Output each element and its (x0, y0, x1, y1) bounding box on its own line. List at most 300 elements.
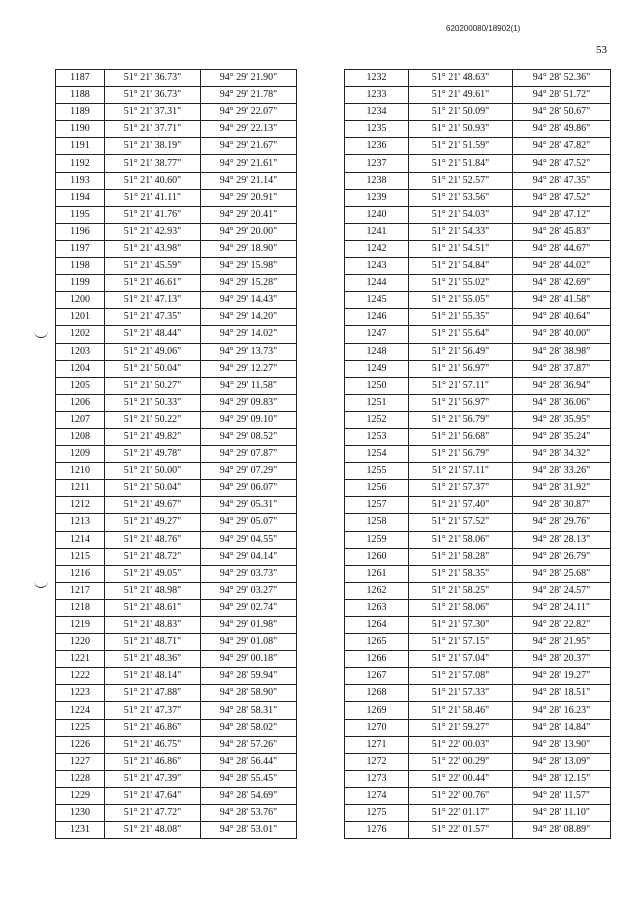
longitude-cell: 94° 29' 21.61" (201, 155, 297, 172)
longitude-cell: 94° 28' 47.82" (513, 138, 611, 155)
longitude-cell: 94° 28' 40.64" (513, 309, 611, 326)
latitude-cell: 51° 21' 58.28" (409, 548, 513, 565)
latitude-cell: 51° 21' 36.73" (105, 70, 201, 87)
longitude-cell: 94° 28' 54.69" (201, 787, 297, 804)
point-number-cell: 1231 (56, 822, 105, 839)
table-row (345, 514, 611, 531)
point-number-cell: 1202 (56, 326, 105, 343)
latitude-cell: 51° 21' 37.71" (105, 121, 201, 138)
longitude-cell: 94° 29' 07.87" (201, 446, 297, 463)
longitude-cell: 94° 28' 16.23" (513, 702, 611, 719)
point-number-cell: 1222 (56, 668, 105, 685)
table-row (56, 411, 297, 428)
point-number-cell: 1253 (345, 428, 409, 445)
latitude-cell: 51° 21' 57.30" (409, 617, 513, 634)
longitude-cell: 94° 29' 00.18" (201, 651, 297, 668)
longitude-cell: 94° 28' 11.57" (513, 787, 611, 804)
longitude-cell: 94° 28' 58.31" (201, 702, 297, 719)
longitude-cell: 94° 28' 25.68" (513, 565, 611, 582)
table-row (345, 787, 611, 804)
point-number-cell: 1195 (56, 206, 105, 223)
coordinates-table-left (55, 69, 297, 839)
point-number-cell: 1203 (56, 343, 105, 360)
point-number-cell: 1188 (56, 87, 105, 104)
longitude-cell: 94° 28' 59.94" (201, 668, 297, 685)
latitude-cell: 51° 21' 49.05" (105, 565, 201, 582)
table-row (345, 497, 611, 514)
table-row (56, 155, 297, 172)
table-row (56, 121, 297, 138)
point-number-cell: 1215 (56, 548, 105, 565)
latitude-cell: 51° 21' 38.77" (105, 155, 201, 172)
latitude-cell: 51° 21' 56.97" (409, 360, 513, 377)
latitude-cell: 51° 21' 47.72" (105, 805, 201, 822)
point-number-cell: 1246 (345, 309, 409, 326)
table-row (56, 343, 297, 360)
point-number-cell: 1220 (56, 634, 105, 651)
latitude-cell: 51° 21' 57.37" (409, 480, 513, 497)
latitude-cell: 51° 21' 54.33" (409, 223, 513, 240)
point-number-cell: 1276 (345, 822, 409, 839)
point-number-cell: 1218 (56, 599, 105, 616)
point-number-cell: 1226 (56, 736, 105, 753)
longitude-cell: 94° 29' 14.02" (201, 326, 297, 343)
latitude-cell: 51° 21' 48.36" (105, 651, 201, 668)
longitude-cell: 94° 28' 33.26" (513, 463, 611, 480)
latitude-cell: 51° 21' 49.61" (409, 87, 513, 104)
latitude-cell: 51° 22' 00.03" (409, 736, 513, 753)
point-number-cell: 1274 (345, 787, 409, 804)
point-number-cell: 1255 (345, 463, 409, 480)
page-number: 53 (596, 44, 607, 56)
point-number-cell: 1263 (345, 599, 409, 616)
table-row (56, 172, 297, 189)
longitude-cell: 94° 29' 15.98" (201, 258, 297, 275)
point-number-cell: 1266 (345, 651, 409, 668)
latitude-cell: 51° 21' 58.46" (409, 702, 513, 719)
table-row (345, 719, 611, 736)
point-number-cell: 1272 (345, 753, 409, 770)
point-number-cell: 1249 (345, 360, 409, 377)
table-row (56, 87, 297, 104)
table-row (56, 753, 297, 770)
point-number-cell: 1244 (345, 275, 409, 292)
point-number-cell: 1205 (56, 377, 105, 394)
table-row (345, 463, 611, 480)
longitude-cell: 94° 28' 58.02" (201, 719, 297, 736)
latitude-cell: 51° 21' 57.04" (409, 651, 513, 668)
longitude-cell: 94° 28' 14.84" (513, 719, 611, 736)
table-row (345, 805, 611, 822)
table-row (56, 258, 297, 275)
table-row (56, 309, 297, 326)
point-number-cell: 1197 (56, 240, 105, 257)
latitude-cell: 51° 21' 41.76" (105, 206, 201, 223)
longitude-cell: 94° 29' 18.90" (201, 240, 297, 257)
table-row (345, 309, 611, 326)
longitude-cell: 94° 29' 20.91" (201, 189, 297, 206)
table-row (56, 223, 297, 240)
table-row (56, 565, 297, 582)
latitude-cell: 51° 21' 49.82" (105, 428, 201, 445)
point-number-cell: 1208 (56, 428, 105, 445)
table-row (345, 360, 611, 377)
longitude-cell: 94° 29' 02.74" (201, 599, 297, 616)
point-number-cell: 1230 (56, 805, 105, 822)
point-number-cell: 1233 (345, 87, 409, 104)
point-number-cell: 1267 (345, 668, 409, 685)
longitude-cell: 94° 29' 07.29" (201, 463, 297, 480)
longitude-cell: 94° 29' 22.13" (201, 121, 297, 138)
longitude-cell: 94° 28' 28.13" (513, 531, 611, 548)
longitude-cell: 94° 29' 15.28" (201, 275, 297, 292)
latitude-cell: 51° 21' 47.64" (105, 787, 201, 804)
latitude-cell: 51° 21' 49.78" (105, 446, 201, 463)
table-row (345, 377, 611, 394)
latitude-cell: 51° 21' 55.64" (409, 326, 513, 343)
longitude-cell: 94° 28' 50.67" (513, 104, 611, 121)
table-row (56, 719, 297, 736)
latitude-cell: 51° 21' 49.67" (105, 497, 201, 514)
longitude-cell: 94° 28' 08.89" (513, 822, 611, 839)
latitude-cell: 51° 21' 46.86" (105, 753, 201, 770)
longitude-cell: 94° 28' 47.52" (513, 155, 611, 172)
point-number-cell: 1199 (56, 275, 105, 292)
latitude-cell: 51° 21' 47.13" (105, 292, 201, 309)
point-number-cell: 1268 (345, 685, 409, 702)
point-number-cell: 1200 (56, 292, 105, 309)
table-row (345, 411, 611, 428)
table-row (345, 70, 611, 87)
table-row (56, 668, 297, 685)
longitude-cell: 94° 28' 12.15" (513, 770, 611, 787)
point-number-cell: 1256 (345, 480, 409, 497)
longitude-cell: 94° 28' 26.79" (513, 548, 611, 565)
point-number-cell: 1216 (56, 565, 105, 582)
latitude-cell: 51° 21' 47.88" (105, 685, 201, 702)
point-number-cell: 1204 (56, 360, 105, 377)
margin-mark-upper (34, 330, 48, 338)
latitude-cell: 51° 21' 57.11" (409, 377, 513, 394)
coordinates-table-right (344, 69, 611, 839)
point-number-cell: 1261 (345, 565, 409, 582)
longitude-cell: 94° 29' 20.00" (201, 223, 297, 240)
table-row (56, 599, 297, 616)
table-row (345, 617, 611, 634)
latitude-cell: 51° 21' 38.19" (105, 138, 201, 155)
point-number-cell: 1259 (345, 531, 409, 548)
latitude-cell: 51° 21' 57.15" (409, 634, 513, 651)
longitude-cell: 94° 29' 09.10" (201, 411, 297, 428)
latitude-cell: 51° 21' 55.35" (409, 309, 513, 326)
latitude-cell: 51° 21' 58.35" (409, 565, 513, 582)
table-row (345, 565, 611, 582)
longitude-cell: 94° 29' 03.27" (201, 582, 297, 599)
latitude-cell: 51° 21' 47.39" (105, 770, 201, 787)
table-row (345, 548, 611, 565)
table-row (345, 599, 611, 616)
point-number-cell: 1270 (345, 719, 409, 736)
longitude-cell: 94° 29' 13.73" (201, 343, 297, 360)
table-row (345, 651, 611, 668)
table-row (56, 480, 297, 497)
table-row (56, 617, 297, 634)
latitude-cell: 51° 21' 48.76" (105, 531, 201, 548)
latitude-cell: 51° 21' 42.93" (105, 223, 201, 240)
point-number-cell: 1262 (345, 582, 409, 599)
latitude-cell: 51° 21' 49.06" (105, 343, 201, 360)
table-row (56, 531, 297, 548)
point-number-cell: 1269 (345, 702, 409, 719)
table-row (345, 668, 611, 685)
latitude-cell: 51° 21' 48.14" (105, 668, 201, 685)
latitude-cell: 51° 21' 56.79" (409, 411, 513, 428)
point-number-cell: 1196 (56, 223, 105, 240)
longitude-cell: 94° 28' 13.90" (513, 736, 611, 753)
longitude-cell: 94° 28' 57.26" (201, 736, 297, 753)
latitude-cell: 51° 21' 37.31" (105, 104, 201, 121)
latitude-cell: 51° 21' 48.63" (409, 70, 513, 87)
longitude-cell: 94° 28' 21.95" (513, 634, 611, 651)
table-row (56, 702, 297, 719)
table-row (345, 428, 611, 445)
longitude-cell: 94° 28' 44.67" (513, 240, 611, 257)
table-row (56, 189, 297, 206)
point-number-cell: 1213 (56, 514, 105, 531)
table-row (345, 326, 611, 343)
table-row (345, 87, 611, 104)
point-number-cell: 1264 (345, 617, 409, 634)
table-row (345, 189, 611, 206)
longitude-cell: 94° 28' 31.92" (513, 480, 611, 497)
longitude-cell: 94° 28' 22.82" (513, 617, 611, 634)
latitude-cell: 51° 22' 00.29" (409, 753, 513, 770)
point-number-cell: 1273 (345, 770, 409, 787)
longitude-cell: 94° 29' 05.07" (201, 514, 297, 531)
point-number-cell: 1251 (345, 394, 409, 411)
latitude-cell: 51° 21' 36.73" (105, 87, 201, 104)
point-number-cell: 1257 (345, 497, 409, 514)
latitude-cell: 51° 21' 51.84" (409, 155, 513, 172)
longitude-cell: 94° 29' 22.07" (201, 104, 297, 121)
longitude-cell: 94° 29' 21.90" (201, 70, 297, 87)
latitude-cell: 51° 21' 58.06" (409, 599, 513, 616)
latitude-cell: 51° 21' 48.71" (105, 634, 201, 651)
longitude-cell: 94° 29' 04.14" (201, 548, 297, 565)
point-number-cell: 1265 (345, 634, 409, 651)
latitude-cell: 51° 21' 45.59" (105, 258, 201, 275)
latitude-cell: 51° 21' 51.59" (409, 138, 513, 155)
latitude-cell: 51° 21' 50.00" (105, 463, 201, 480)
point-number-cell: 1247 (345, 326, 409, 343)
table-row (345, 343, 611, 360)
point-number-cell: 1248 (345, 343, 409, 360)
latitude-cell: 51° 21' 52.57" (409, 172, 513, 189)
latitude-cell: 51° 21' 48.44" (105, 326, 201, 343)
latitude-cell: 51° 21' 50.27" (105, 377, 201, 394)
longitude-cell: 94° 28' 19.27" (513, 668, 611, 685)
longitude-cell: 94° 28' 47.52" (513, 189, 611, 206)
point-number-cell: 1258 (345, 514, 409, 531)
longitude-cell: 94° 28' 37.87" (513, 360, 611, 377)
longitude-cell: 94° 28' 36.06" (513, 394, 611, 411)
latitude-cell: 51° 21' 53.56" (409, 189, 513, 206)
point-number-cell: 1271 (345, 736, 409, 753)
point-number-cell: 1212 (56, 497, 105, 514)
table-row (345, 736, 611, 753)
margin-mark-lower (34, 580, 48, 588)
latitude-cell: 51° 21' 50.04" (105, 360, 201, 377)
table-row (345, 685, 611, 702)
table-row (56, 805, 297, 822)
point-number-cell: 1225 (56, 719, 105, 736)
table-row (56, 326, 297, 343)
latitude-cell: 51° 21' 50.93" (409, 121, 513, 138)
latitude-cell: 51° 21' 57.33" (409, 685, 513, 702)
longitude-cell: 94° 28' 30.87" (513, 497, 611, 514)
latitude-cell: 51° 21' 48.08" (105, 822, 201, 839)
latitude-cell: 51° 21' 48.72" (105, 548, 201, 565)
table-row (56, 240, 297, 257)
point-number-cell: 1189 (56, 104, 105, 121)
table-row (56, 394, 297, 411)
point-number-cell: 1243 (345, 258, 409, 275)
longitude-cell: 94° 28' 38.98" (513, 343, 611, 360)
table-row (56, 822, 297, 839)
table-row (56, 548, 297, 565)
point-number-cell: 1221 (56, 651, 105, 668)
document-id: 620200080/18902(1) (446, 24, 521, 33)
point-number-cell: 1190 (56, 121, 105, 138)
longitude-cell: 94° 28' 36.94" (513, 377, 611, 394)
table-row (345, 240, 611, 257)
latitude-cell: 51° 21' 54.51" (409, 240, 513, 257)
latitude-cell: 51° 21' 50.33" (105, 394, 201, 411)
table-row (345, 104, 611, 121)
latitude-cell: 51° 22' 01.57" (409, 822, 513, 839)
point-number-cell: 1210 (56, 463, 105, 480)
point-number-cell: 1192 (56, 155, 105, 172)
longitude-cell: 94° 28' 44.02" (513, 258, 611, 275)
latitude-cell: 51° 21' 55.02" (409, 275, 513, 292)
longitude-cell: 94° 29' 21.78" (201, 87, 297, 104)
table-row (345, 275, 611, 292)
point-number-cell: 1207 (56, 411, 105, 428)
table-row (56, 685, 297, 702)
point-number-cell: 1193 (56, 172, 105, 189)
point-number-cell: 1201 (56, 309, 105, 326)
longitude-cell: 94° 28' 40.00" (513, 326, 611, 343)
latitude-cell: 51° 21' 46.75" (105, 736, 201, 753)
longitude-cell: 94° 29' 11.58" (201, 377, 297, 394)
table-row (345, 223, 611, 240)
latitude-cell: 51° 21' 50.09" (409, 104, 513, 121)
point-number-cell: 1236 (345, 138, 409, 155)
point-number-cell: 1252 (345, 411, 409, 428)
point-number-cell: 1224 (56, 702, 105, 719)
longitude-cell: 94° 28' 53.76" (201, 805, 297, 822)
latitude-cell: 51° 21' 58.25" (409, 582, 513, 599)
point-number-cell: 1241 (345, 223, 409, 240)
longitude-cell: 94° 28' 52.36" (513, 70, 611, 87)
point-number-cell: 1232 (345, 70, 409, 87)
longitude-cell: 94° 28' 20.37" (513, 651, 611, 668)
table-row (56, 497, 297, 514)
point-number-cell: 1219 (56, 617, 105, 634)
table-row (345, 634, 611, 651)
table-row (56, 651, 297, 668)
longitude-cell: 94° 29' 08.52" (201, 428, 297, 445)
longitude-cell: 94° 29' 03.73" (201, 565, 297, 582)
table-row (56, 514, 297, 531)
latitude-cell: 51° 21' 47.35" (105, 309, 201, 326)
longitude-cell: 94° 29' 14.43" (201, 292, 297, 309)
latitude-cell: 51° 22' 00.44" (409, 770, 513, 787)
point-number-cell: 1254 (345, 446, 409, 463)
table-row (345, 531, 611, 548)
table-row (56, 275, 297, 292)
longitude-cell: 94° 28' 24.57" (513, 582, 611, 599)
table-row (345, 822, 611, 839)
latitude-cell: 51° 21' 48.83" (105, 617, 201, 634)
longitude-cell: 94° 28' 58.90" (201, 685, 297, 702)
table-row (56, 634, 297, 651)
longitude-cell: 94° 28' 18.51" (513, 685, 611, 702)
point-number-cell: 1227 (56, 753, 105, 770)
latitude-cell: 51° 21' 43.98" (105, 240, 201, 257)
longitude-cell: 94° 29' 14.20" (201, 309, 297, 326)
point-number-cell: 1240 (345, 206, 409, 223)
point-number-cell: 1275 (345, 805, 409, 822)
point-number-cell: 1191 (56, 138, 105, 155)
latitude-cell: 51° 21' 58.06" (409, 531, 513, 548)
longitude-cell: 94° 28' 47.35" (513, 172, 611, 189)
point-number-cell: 1237 (345, 155, 409, 172)
latitude-cell: 51° 21' 49.27" (105, 514, 201, 531)
point-number-cell: 1228 (56, 770, 105, 787)
latitude-cell: 51° 22' 01.17" (409, 805, 513, 822)
table-row (56, 206, 297, 223)
longitude-cell: 94° 28' 49.86" (513, 121, 611, 138)
latitude-cell: 51° 21' 47.37" (105, 702, 201, 719)
latitude-cell: 51° 21' 57.08" (409, 668, 513, 685)
point-number-cell: 1235 (345, 121, 409, 138)
longitude-cell: 94° 28' 41.58" (513, 292, 611, 309)
table-row (56, 787, 297, 804)
latitude-cell: 51° 21' 55.05" (409, 292, 513, 309)
longitude-cell: 94° 28' 11.10" (513, 805, 611, 822)
table-row (56, 736, 297, 753)
latitude-cell: 51° 22' 00.76" (409, 787, 513, 804)
latitude-cell: 51° 21' 56.49" (409, 343, 513, 360)
latitude-cell: 51° 21' 54.84" (409, 258, 513, 275)
table-row (345, 138, 611, 155)
latitude-cell: 51° 21' 57.52" (409, 514, 513, 531)
table-row (56, 428, 297, 445)
table-row (345, 206, 611, 223)
longitude-cell: 94° 28' 13.09" (513, 753, 611, 770)
point-number-cell: 1245 (345, 292, 409, 309)
point-number-cell: 1217 (56, 582, 105, 599)
longitude-cell: 94° 28' 42.69" (513, 275, 611, 292)
longitude-cell: 94° 29' 05.31" (201, 497, 297, 514)
point-number-cell: 1239 (345, 189, 409, 206)
point-number-cell: 1242 (345, 240, 409, 257)
longitude-cell: 94° 29' 06.07" (201, 480, 297, 497)
table-row (345, 121, 611, 138)
table-row (345, 582, 611, 599)
point-number-cell: 1229 (56, 787, 105, 804)
